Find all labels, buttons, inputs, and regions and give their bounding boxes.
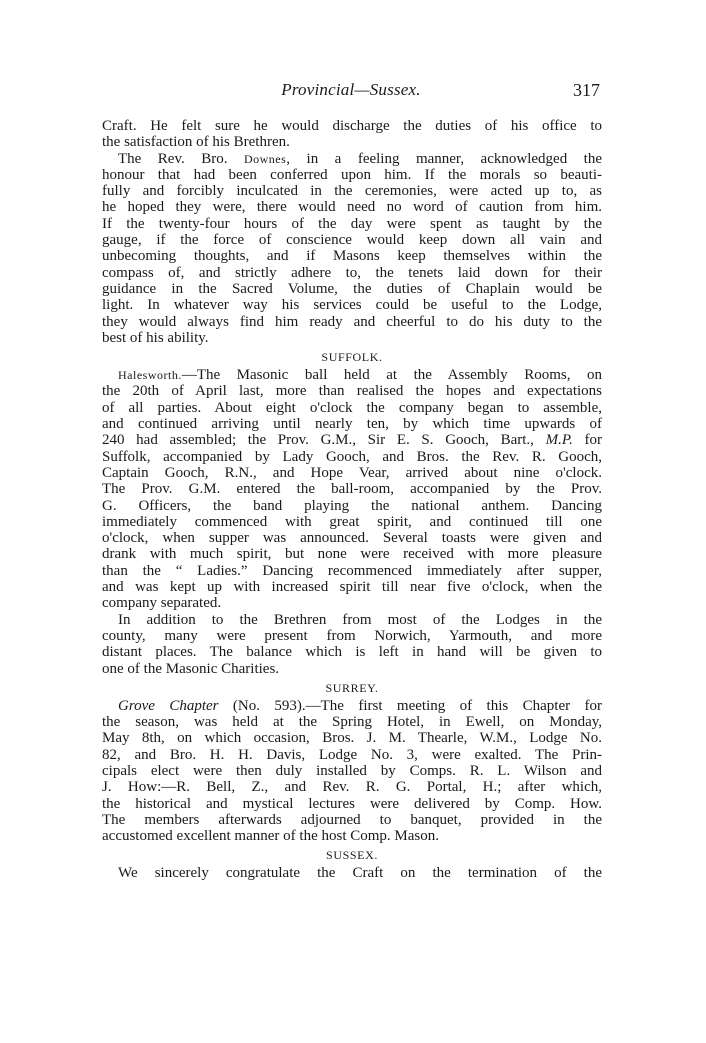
text-run: 240 had assembled; the Prov. G.M., Sir E. S. Gooch, Bart., xyxy=(102,432,546,449)
paragraph-line: compass of, and strictly adhere to, the tenets laid down for their xyxy=(102,264,602,281)
paragraph-line: Suffolk, accompanied by Lady Gooch, and Bros. the Rev. R. Gooch, xyxy=(102,448,602,465)
text-run: —The Masonic ball held at the Assembly Rooms, on xyxy=(181,367,602,384)
paragraph-line xyxy=(102,367,602,383)
paragraph-line: company separated. xyxy=(102,595,222,612)
paragraph-line: distant places. The balance which is left in hand will be given to xyxy=(102,644,602,661)
paragraph-line: the historical and mystical lectures were delivered by Comp. How. xyxy=(102,795,602,812)
paragraph-line: the 20th of April last, more than realised the hopes and expectations xyxy=(102,383,602,400)
text-run: The Rev. Bro. xyxy=(118,150,244,167)
body-text xyxy=(102,118,602,882)
paragraph-line: unbecoming thoughts, and if Masons keep themselves within the xyxy=(102,248,602,265)
paragraph-line: they would always find him ready and cheerful to do his duty to the xyxy=(102,313,602,330)
paragraph-line xyxy=(102,698,602,714)
paragraph-line: J. How:—R. Bell, Z., and Rev. R. G. Portal, H.; after which, xyxy=(102,779,602,796)
paragraph-line: In addition to the Brethren from most of the Lodges in the xyxy=(118,611,602,628)
chapter-name: Grove Chapter xyxy=(118,697,219,714)
paragraph-line xyxy=(102,151,602,167)
page-number: 317 xyxy=(573,80,600,100)
text-run: , in a feeling manner, acknowledged the xyxy=(286,150,602,167)
paragraph-line: accustomed excellent manner of the host Comp. Mason. xyxy=(102,828,439,845)
section-heading-sussex: SUSSEX. xyxy=(326,848,378,863)
paragraph-line: of all parties. About eight o'clock the company began to assemble, xyxy=(102,399,602,416)
section-heading-suffolk: SUFFOLK. xyxy=(321,350,383,365)
italic-text: M.P. xyxy=(545,432,573,449)
paragraph-line xyxy=(102,432,602,448)
place-name: Halesworth. xyxy=(118,368,182,383)
paragraph-line: We sincerely congratulate the Craft on the termination of the xyxy=(118,865,602,882)
paragraph-line: immediately commenced with great spirit, and continued till one xyxy=(102,513,602,530)
paragraph-line: county, many were present from Norwich, Yarmouth, and more xyxy=(102,627,602,644)
paragraph-line: he hoped they were, there would need no word of caution from him. xyxy=(102,199,602,216)
paragraph-line: best of his ability. xyxy=(102,329,209,346)
paragraph-line: drank with much spirit, but none were received with more pleasure xyxy=(102,546,602,563)
section-heading-surrey: SURREY. xyxy=(325,680,379,695)
paragraph-line: and continued arriving until nearly ten, by which time upwards of xyxy=(102,416,602,433)
paragraph-line: Craft. He felt sure he would discharge the duties of his office to xyxy=(102,118,602,134)
paragraph-line: the season, was held at the Spring Hotel, in Ewell, on Monday, xyxy=(102,714,602,731)
text-run: (No. 593).—The first meeting of this Chapter for xyxy=(218,697,602,714)
paragraph-line: and was kept up with increased spirit till near five o'clock, when the xyxy=(102,579,602,596)
paragraph-line: The Prov. G.M. entered the ball-room, accompanied by the Prov. xyxy=(102,481,602,498)
paragraph-line: Captain Gooch, R.N., and Hope Vear, arrived about nine o'clock. xyxy=(102,464,602,481)
paragraph-line: cipals elect were then duly installed by Comps. R. L. Wilson and xyxy=(102,762,602,779)
paragraph-line: o'clock, when supper was announced. Several toasts were given and xyxy=(102,530,602,547)
paragraph-line: fully and forcibly inculcated in the ceremonies, were acted up to, as xyxy=(102,183,602,200)
paragraph-line: one of the Masonic Charities. xyxy=(102,660,280,677)
page-header xyxy=(100,80,602,106)
paragraph-line: gauge, if the force of conscience would keep down all vain and xyxy=(102,232,602,249)
paragraph-line: 82, and Bro. H. H. Davis, Lodge No. 3, were exalted. The Prin- xyxy=(102,746,602,763)
running-title: Provincial—Sussex. xyxy=(281,80,421,99)
small-caps-name: Downes xyxy=(243,151,287,166)
paragraph-line: The members afterwards adjourned to banquet, provided in the xyxy=(102,811,602,828)
paragraph-line: May 8th, on which occasion, Bros. J. M. Thearle, W.M., Lodge No. xyxy=(102,730,602,747)
paragraph-line: guidance in the Sacred Volume, the duties of Chaplain would be xyxy=(102,280,602,297)
paragraph-line: G. Officers, the band playing the national anthem. Dancing xyxy=(102,497,602,514)
paragraph-line: honour that had been conferred upon him. If the morals so beauti- xyxy=(102,166,602,183)
paragraph-line: than the “ Ladies.” Dancing recommenced immediately after supper, xyxy=(102,562,602,579)
paragraph-line: light. In whatever way his services could be useful to the Lodge, xyxy=(102,297,602,314)
paragraph-line: If the twenty-four hours of the day were spent as taught by the xyxy=(102,215,602,232)
paragraph-line: the satisfaction of his Brethren. xyxy=(102,134,290,151)
text-run: for xyxy=(572,432,602,449)
